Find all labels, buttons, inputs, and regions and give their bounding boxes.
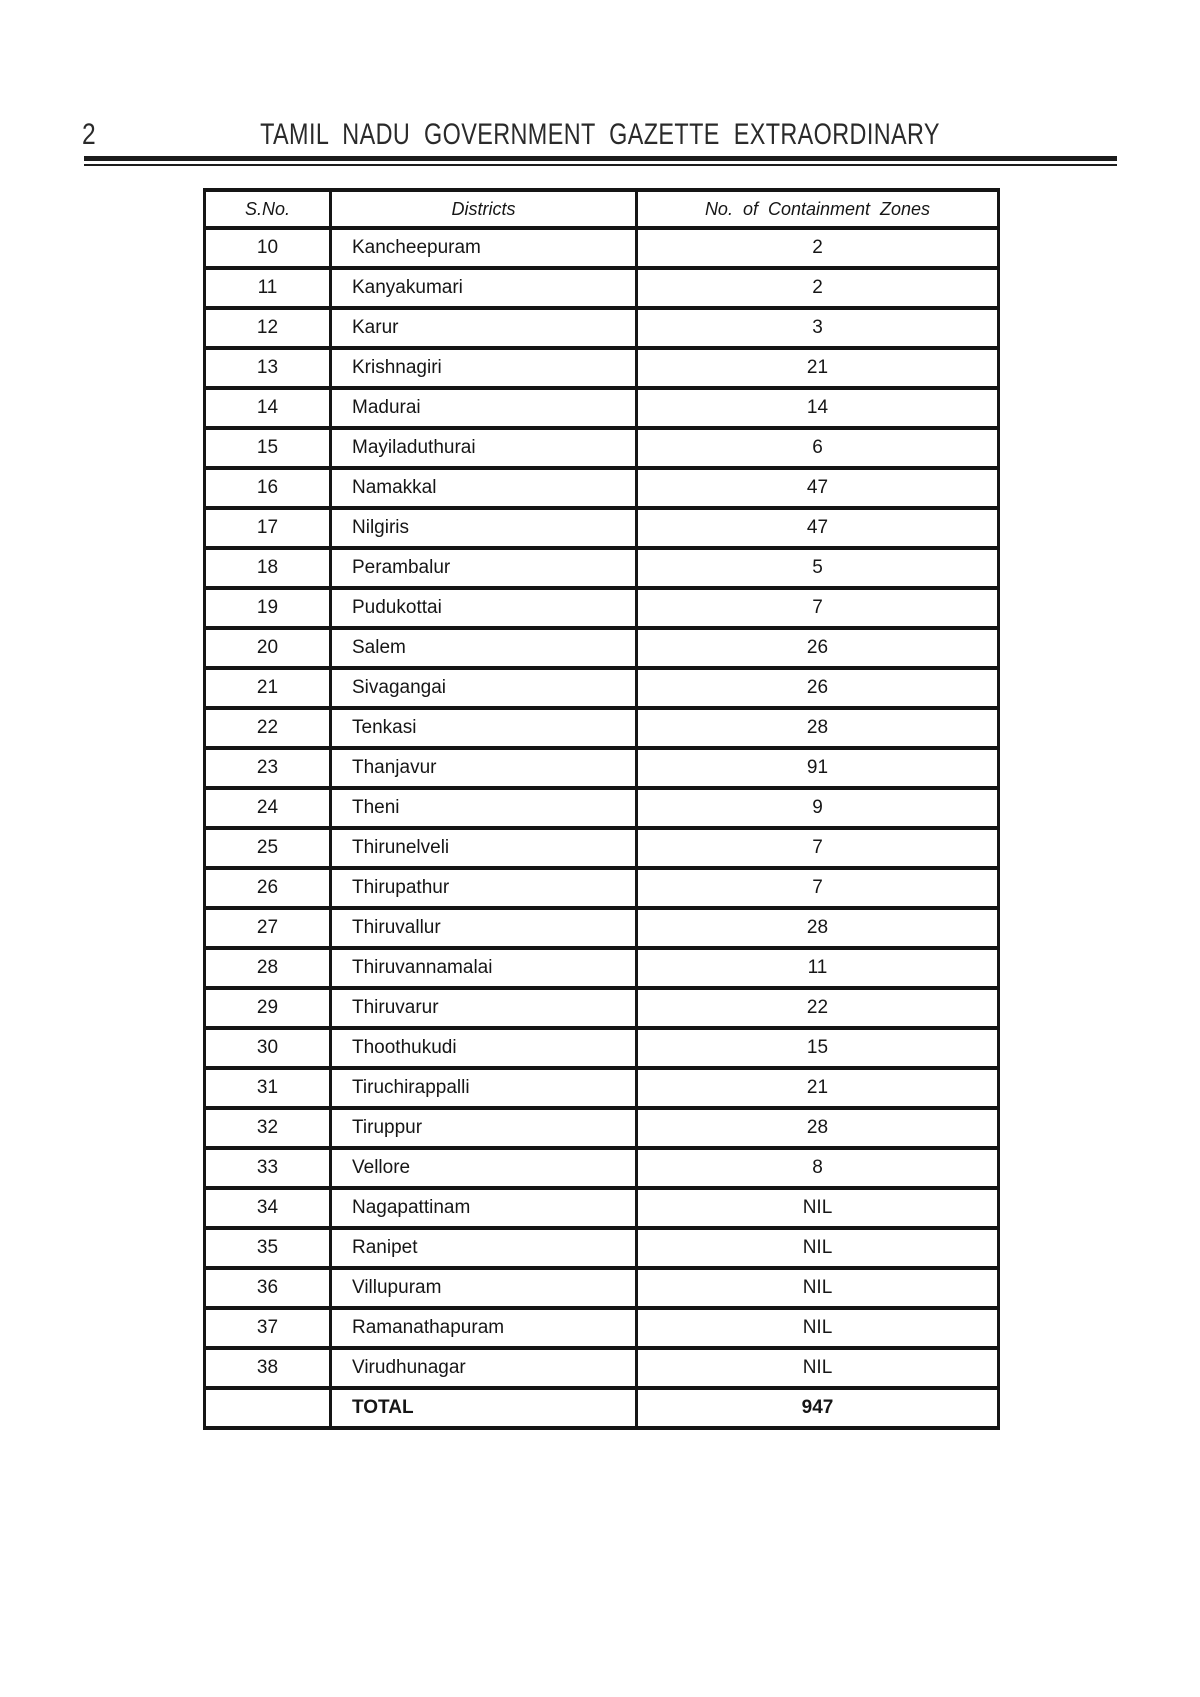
column-header-districts: Districts <box>331 190 637 228</box>
zones-cell: 7 <box>637 828 999 868</box>
table-row <box>205 988 999 1028</box>
table-row <box>205 508 999 548</box>
district-cell: Villupuram <box>331 1268 637 1308</box>
zones-cell: 22 <box>637 988 999 1028</box>
district-cell: Sivagangai <box>331 668 637 708</box>
total-label: TOTAL <box>331 1388 637 1428</box>
containment-zones-table <box>203 188 1000 1430</box>
zones-cell: 28 <box>637 1108 999 1148</box>
zones-cell: 28 <box>637 708 999 748</box>
header-rule-thick <box>84 156 1117 161</box>
district-cell: Ramanathapuram <box>331 1308 637 1348</box>
sno-cell: 15 <box>205 428 331 468</box>
zones-cell: 26 <box>637 668 999 708</box>
sno-cell: 18 <box>205 548 331 588</box>
district-cell: Virudhunagar <box>331 1348 637 1388</box>
table-row <box>205 628 999 668</box>
zones-cell: 14 <box>637 388 999 428</box>
table-row <box>205 428 999 468</box>
district-cell: Thanjavur <box>331 748 637 788</box>
table-row <box>205 1148 999 1188</box>
zones-cell: 15 <box>637 1028 999 1068</box>
sno-cell: 17 <box>205 508 331 548</box>
district-cell: Thiruvarur <box>331 988 637 1028</box>
zones-cell: 9 <box>637 788 999 828</box>
sno-cell: 36 <box>205 1268 331 1308</box>
total-empty-cell <box>205 1388 331 1428</box>
zones-cell: NIL <box>637 1188 999 1228</box>
district-cell: Theni <box>331 788 637 828</box>
sno-cell: 29 <box>205 988 331 1028</box>
sno-cell: 35 <box>205 1228 331 1268</box>
table-row <box>205 748 999 788</box>
district-cell: Ranipet <box>331 1228 637 1268</box>
district-cell: Karur <box>331 308 637 348</box>
district-cell: Tiruppur <box>331 1108 637 1148</box>
sno-cell: 16 <box>205 468 331 508</box>
table-row <box>205 1108 999 1148</box>
table-row <box>205 668 999 708</box>
district-cell: Namakkal <box>331 468 637 508</box>
sno-cell: 26 <box>205 868 331 908</box>
zones-cell: 2 <box>637 228 999 268</box>
sno-cell: 19 <box>205 588 331 628</box>
district-cell: Krishnagiri <box>331 348 637 388</box>
zones-cell: 2 <box>637 268 999 308</box>
sno-cell: 10 <box>205 228 331 268</box>
table-row <box>205 788 999 828</box>
zones-cell: 91 <box>637 748 999 788</box>
table-row <box>205 948 999 988</box>
sno-cell: 12 <box>205 308 331 348</box>
zones-cell: NIL <box>637 1228 999 1268</box>
district-cell: Tiruchirappalli <box>331 1068 637 1108</box>
table-row <box>205 348 999 388</box>
district-cell: Thiruvallur <box>331 908 637 948</box>
sno-cell: 20 <box>205 628 331 668</box>
sno-cell: 37 <box>205 1308 331 1348</box>
header-rule <box>84 156 1117 166</box>
zones-cell: 11 <box>637 948 999 988</box>
total-value: 947 <box>637 1388 999 1428</box>
district-cell: Vellore <box>331 1148 637 1188</box>
column-header-zones: No. of Containment Zones <box>637 190 999 228</box>
table-row <box>205 708 999 748</box>
sno-cell: 14 <box>205 388 331 428</box>
table-row <box>205 1228 999 1268</box>
zones-cell: 21 <box>637 1068 999 1108</box>
table-header-row <box>205 190 999 228</box>
sno-cell: 23 <box>205 748 331 788</box>
table-row <box>205 908 999 948</box>
zones-cell: 28 <box>637 908 999 948</box>
column-header-sno: S.No. <box>205 190 331 228</box>
zones-cell: NIL <box>637 1308 999 1348</box>
table-row <box>205 1188 999 1228</box>
zones-cell: 5 <box>637 548 999 588</box>
table-row <box>205 828 999 868</box>
table-row <box>205 308 999 348</box>
table-row <box>205 268 999 308</box>
sno-cell: 24 <box>205 788 331 828</box>
district-cell: Thirupathur <box>331 868 637 908</box>
zones-cell: 26 <box>637 628 999 668</box>
zones-cell: 21 <box>637 348 999 388</box>
district-cell: Kanyakumari <box>331 268 637 308</box>
table-row <box>205 1028 999 1068</box>
table-row <box>205 548 999 588</box>
sno-cell: 30 <box>205 1028 331 1068</box>
table-row <box>205 1068 999 1108</box>
table-row <box>205 1348 999 1388</box>
sno-cell: 27 <box>205 908 331 948</box>
page-title: TAMIL NADU GOVERNMENT GAZETTE EXTRAORDINARY <box>260 118 940 151</box>
district-cell: Kancheepuram <box>331 228 637 268</box>
sno-cell: 34 <box>205 1188 331 1228</box>
district-cell: Mayiladuthurai <box>331 428 637 468</box>
district-cell: Thoothukudi <box>331 1028 637 1068</box>
zones-cell: 7 <box>637 868 999 908</box>
zones-cell: 6 <box>637 428 999 468</box>
district-cell: Madurai <box>331 388 637 428</box>
district-cell: Pudukottai <box>331 588 637 628</box>
table-row <box>205 1268 999 1308</box>
header-rule-thin <box>84 164 1117 166</box>
zones-cell: 47 <box>637 508 999 548</box>
sno-cell: 13 <box>205 348 331 388</box>
sno-cell: 33 <box>205 1148 331 1188</box>
district-cell: Thiruvannamalai <box>331 948 637 988</box>
total-row <box>205 1388 999 1428</box>
table-row <box>205 588 999 628</box>
sno-cell: 21 <box>205 668 331 708</box>
district-cell: Salem <box>331 628 637 668</box>
sno-cell: 31 <box>205 1068 331 1108</box>
page-number: 2 <box>82 118 96 151</box>
zones-cell: 8 <box>637 1148 999 1188</box>
sno-cell: 22 <box>205 708 331 748</box>
sno-cell: 38 <box>205 1348 331 1388</box>
table-row <box>205 228 999 268</box>
district-cell: Thirunelveli <box>331 828 637 868</box>
sno-cell: 11 <box>205 268 331 308</box>
table-row <box>205 868 999 908</box>
district-cell: Tenkasi <box>331 708 637 748</box>
sno-cell: 32 <box>205 1108 331 1148</box>
zones-cell: NIL <box>637 1268 999 1308</box>
zones-cell: 3 <box>637 308 999 348</box>
zones-cell: 7 <box>637 588 999 628</box>
district-cell: Perambalur <box>331 548 637 588</box>
district-cell: Nilgiris <box>331 508 637 548</box>
table-row <box>205 1308 999 1348</box>
zones-cell: 47 <box>637 468 999 508</box>
table-row <box>205 388 999 428</box>
zones-cell: NIL <box>637 1348 999 1388</box>
table-row <box>205 468 999 508</box>
sno-cell: 28 <box>205 948 331 988</box>
district-cell: Nagapattinam <box>331 1188 637 1228</box>
sno-cell: 25 <box>205 828 331 868</box>
